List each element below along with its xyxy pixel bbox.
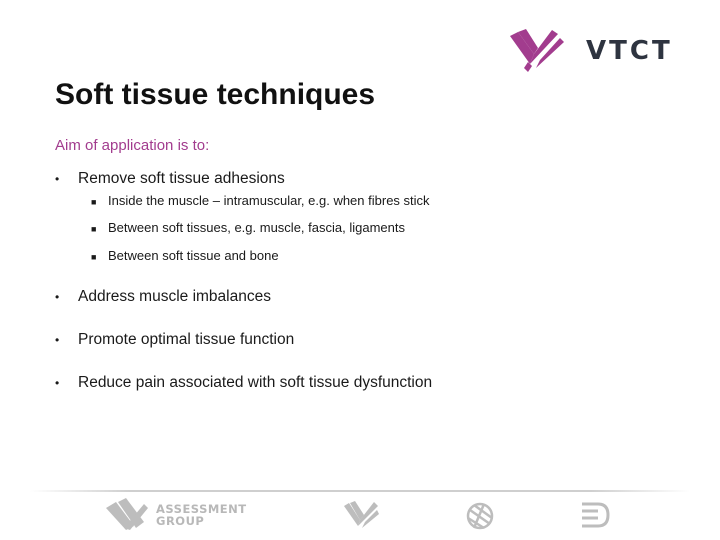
globe-logo-icon	[464, 498, 496, 532]
bullet-text: Address muscle imbalances	[78, 288, 271, 305]
bullet-dot-icon: •	[55, 290, 60, 304]
vtct-logo-text: VTCT	[586, 36, 673, 66]
bullet-item	[55, 170, 285, 188]
bullet-item	[55, 288, 271, 306]
sub-bullet-item	[91, 248, 279, 263]
sub-bullet-text: Inside the muscle – intramuscular, e.g. when fibres stick	[108, 193, 430, 208]
bullet-text: Remove soft tissue adhesions	[78, 170, 285, 187]
bullet-dot-icon: •	[55, 172, 60, 186]
bullet-item	[55, 374, 432, 392]
square-bullet-icon: ■	[91, 252, 97, 262]
vtct-footer-logo-icon	[342, 498, 380, 532]
assessment-group-logo-icon	[104, 498, 150, 532]
sub-bullet-item	[91, 193, 430, 208]
slide-title: Soft tissue techniques	[55, 78, 376, 111]
slide-subtitle: Aim of application is to:	[55, 137, 210, 154]
square-bullet-icon: ■	[91, 224, 97, 234]
bullet-item	[55, 331, 294, 349]
sub-bullet-text: Between soft tissues, e.g. muscle, fascia, ligaments	[108, 220, 405, 235]
assessment-group-wordmark: ASSESSMENT GROUP	[156, 502, 247, 528]
bullet-dot-icon: •	[55, 376, 60, 390]
footer-divider	[30, 490, 690, 492]
sub-bullet-item	[91, 220, 405, 235]
bullet-dot-icon: •	[55, 333, 60, 347]
bullet-text: Reduce pain associated with soft tissue dysfunction	[78, 374, 433, 391]
sub-bullet-text: Between soft tissue and bone	[108, 248, 279, 263]
bullet-text: Promote optimal tissue function	[78, 331, 295, 348]
square-bullet-icon: ■	[91, 197, 97, 207]
d-logo-icon	[578, 498, 612, 532]
